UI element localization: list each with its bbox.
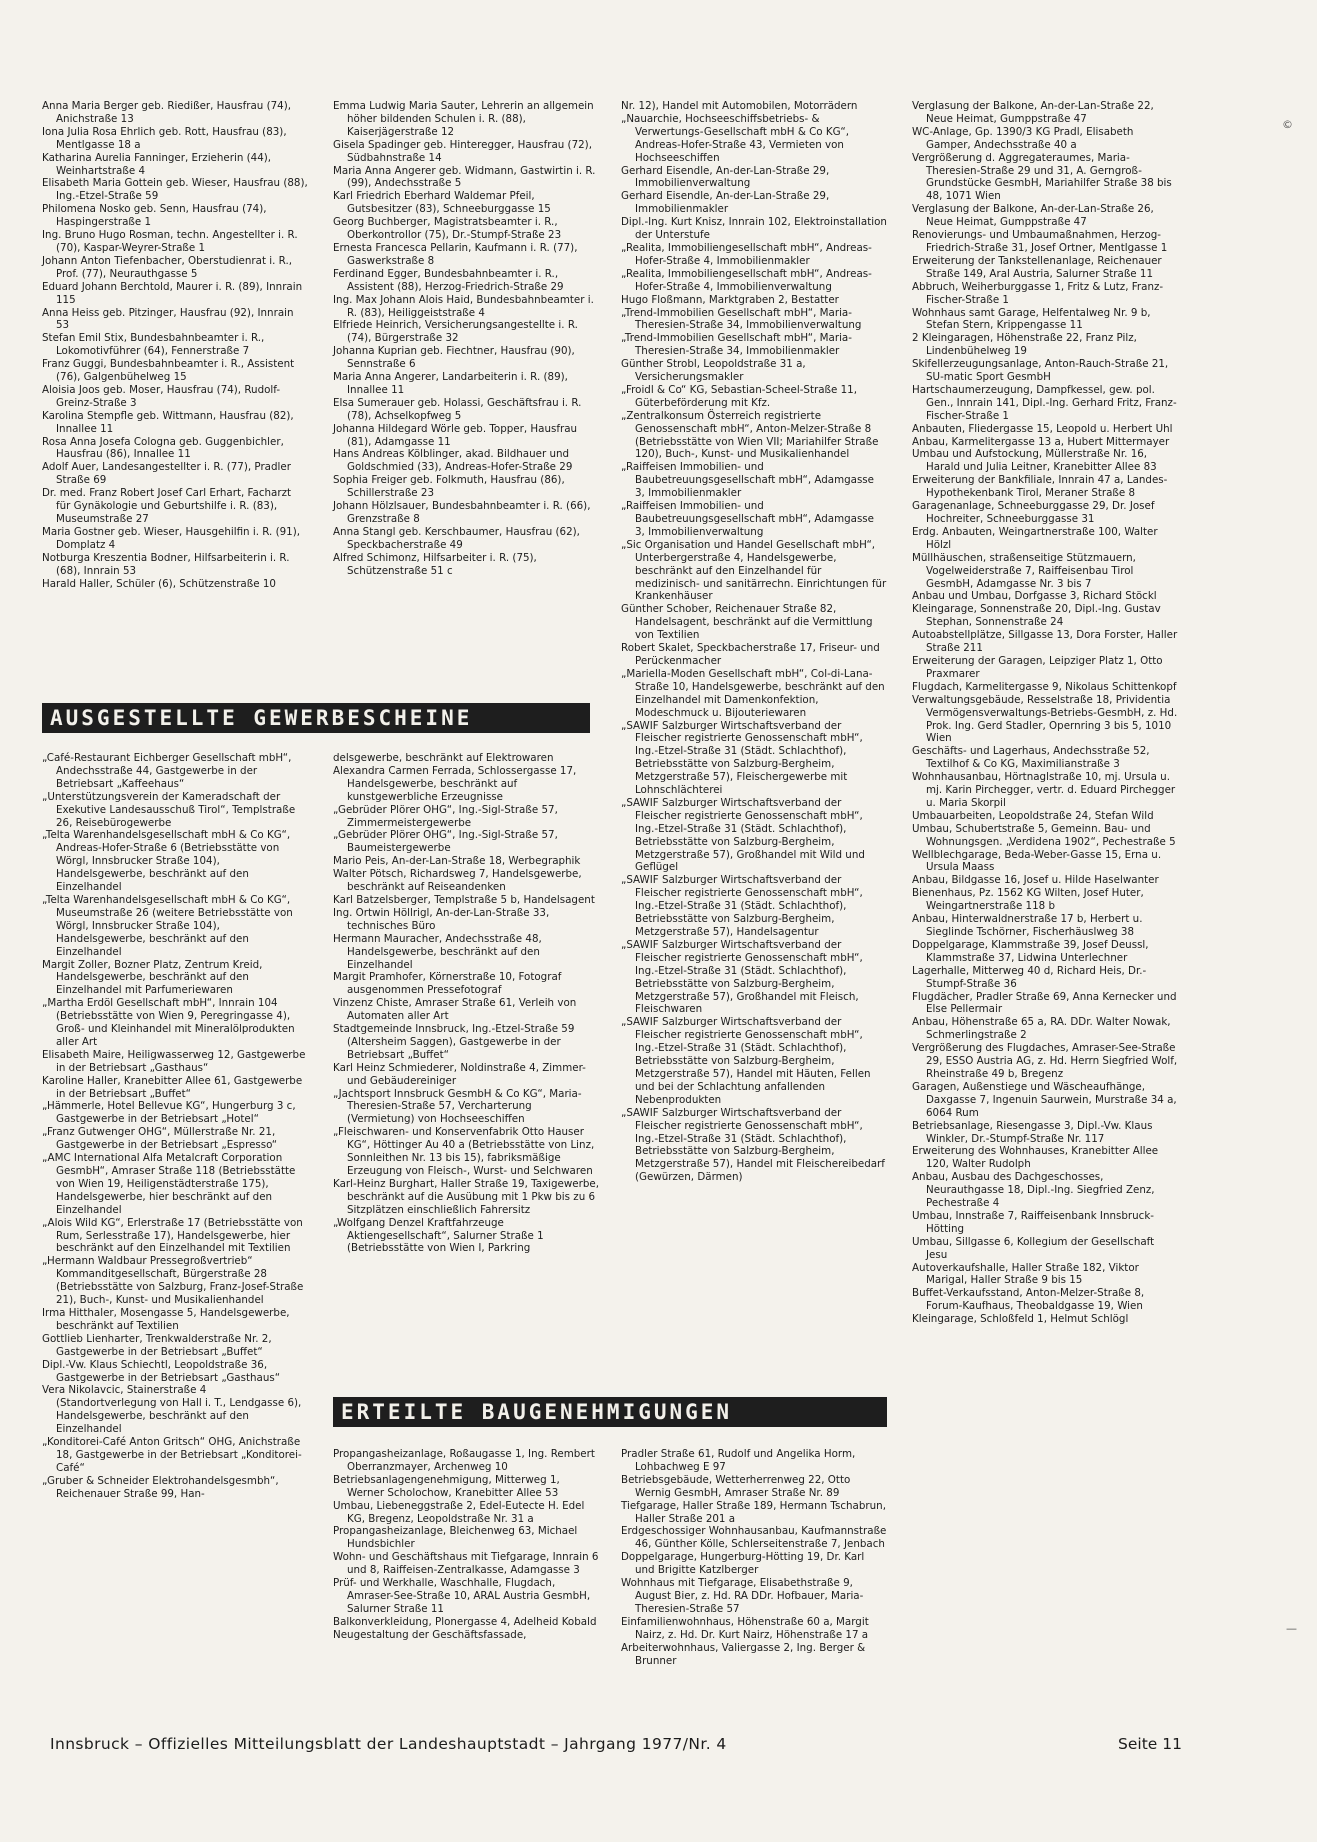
- entry-item: Vergrößerung d. Aggregateraumes, Maria-Theresien-Straße 29 und 31, A. Gerngroß-Grundstücke GesmbH, Mariahilfer Straße 38 bis 48, 1071 Wien: [912, 151, 1172, 203]
- entry-item: „Konditorei-Café Anton Gritsch“ OHG, Anichstraße 18, Gastgewerbe in der Betriebsart „Konditorei-Café“: [42, 1436, 302, 1474]
- entry-item: Ing. Max Johann Alois Haid, Bundesbahnbeamter i. R. (83), Heiliggeiststraße 4: [333, 293, 594, 319]
- entry-item: Sophia Freiger geb. Folkmuth, Hausfrau (86), Schillerstraße 23: [333, 474, 565, 500]
- entry-item: Anna Heiss geb. Pitzinger, Hausfrau (92), Innrain 53: [42, 306, 294, 332]
- entry-item: Katharina Aurelia Fanninger, Erzieherin (44), Weinhartstraße 4: [42, 151, 272, 177]
- entry-item: „AMC International Alfa Metalcraft Corporation GesmbH“, Amraser Straße 118 (Betriebsstätte von Wien 19, Heiligenstädterstraße 175), Handelsgewerbe, hier beschränkt auf den Einzelhandel: [42, 1152, 296, 1216]
- entry-item: Autoabstellplätze, Sillgasse 13, Dora Forster, Haller Straße 211: [912, 629, 1178, 655]
- entry-item: Karl Heinz Schmiederer, Noldinstraße 4, Zimmer- und Gebäudereiniger: [333, 1061, 586, 1087]
- entry-item: Erdg. Anbauten, Weingartnerstraße 100, Walter Hölzl: [912, 525, 1158, 551]
- entry-item: Wohnhausanbau, Hörtnaglstraße 10, mj. Ursula u. mj. Karin Pirchegger, vertr. d. Eduard Pirchegger u. Maria Skorpil: [912, 771, 1176, 809]
- entry-item: Arbeiterwohnhaus, Valiergasse 2, Ing. Berger & Brunner: [621, 1641, 866, 1667]
- entry-item: „Nauarchie, Hochseeschiffsbetriebs- & Verwertungs-Gesellschaft mbH & Co KG“, Andreas-Hofer-Straße 43, Vermieten von Hochseeschiffen: [621, 112, 849, 164]
- entry-item: Adolf Auer, Landesangestellter i. R. (77), Pradler Straße 69: [42, 461, 291, 487]
- entry-item: Pradler Straße 61, Rudolf und Angelika Horm, Lohbachweg E 97: [621, 1448, 856, 1473]
- entry-item: Verglasung der Balkone, An-der-Lan-Straße 22, Neue Heimat, Gumppstraße 47: [912, 100, 1154, 125]
- entry-item: Maria Gostner geb. Wieser, Hausgehilfin i. R. (91), Domplatz 4: [42, 525, 301, 551]
- entry-item: Anbau, Karmelitergasse 13 a, Hubert Mittermayer: [912, 435, 1170, 448]
- entry-item: Anbau und Umbau, Dorfgasse 3, Richard Stöckl: [912, 590, 1157, 603]
- entry-item: „Realita, Immobiliengesellschaft mbH“, Andreas-Hofer-Straße 4, Immobilienverwaltung: [621, 267, 872, 293]
- entry-item: Anbauten, Fliedergasse 15, Leopold u. Herbert Uhl: [912, 422, 1173, 435]
- entry-item: Rosa Anna Josefa Cologna geb. Guggenbichler, Hausfrau (86), Innallee 11: [42, 435, 284, 461]
- entry-item: Dr. med. Franz Robert Josef Carl Erhart, Facharzt für Gynäkologie und Geburtshilfe i. R. (83), Museumstraße 27: [42, 487, 292, 525]
- entry-item: Elisabeth Maire, Heiligwasserweg 12, Gastgewerbe in der Betriebsart „Gasthaus“: [42, 1048, 306, 1074]
- entry-item: delsgewerbe, beschränkt auf Elektrowaren: [333, 752, 554, 764]
- entry-item: Flugdächer, Pradler Straße 69, Anna Kernecker und Else Pellermair: [912, 990, 1177, 1016]
- entry-item: Doppelgarage, Klammstraße 39, Josef Deussl, Klammstraße 37, Lidwina Unterlechner: [912, 938, 1149, 964]
- building-permits-column-3: [621, 1448, 887, 1667]
- entry-item: Anbau, Hinterwaldnerstraße 17 b, Herbert u. Sieglinde Tschörner, Fischerhäuslweg 38: [912, 913, 1143, 938]
- entry-item: Harald Haller, Schüler (6), Schützenstraße 10: [42, 577, 276, 590]
- entry-item: „Gruber & Schneider Elektrohandelsgesmbh“, Reichenauer Straße 99, Han-: [42, 1474, 279, 1500]
- entry-item: Karl-Heinz Burghart, Haller Straße 19, Taxigewerbe, beschränkt auf die Ausübung mit 1 Pkw bis zu 6 Sitzplätzen einschließlich Fahrersitz: [333, 1177, 599, 1216]
- entry-item: Gottlieb Lienharter, Trenkwalderstraße Nr. 2, Gastgewerbe in der Betriebsart „Buffet“: [42, 1332, 272, 1358]
- entry-item: „Mariella-Moden Gesellschaft mbH“, Col-di-Lana-Straße 10, Handelsgewerbe, beschränkt auf den Einzelhandel mit Damenkonfektion, Modeschmuck u. Bijouteriewaren: [621, 667, 885, 719]
- entry-item: Margit Pramhofer, Körnerstraße 10, Fotograf ausgenommen Pressefotograf: [333, 971, 562, 997]
- entry-item: Umbau, Innstraße 7, Raiffeisenbank Innsbruck-Hötting: [912, 1209, 1155, 1235]
- entry-item: „Franz Gutwenger OHG“, Müllerstraße Nr. 21, Gastgewerbe in der Betriebsart „Espresso“: [42, 1126, 278, 1152]
- entry-item: „Sic Organisation und Handel Gesellschaft mbH“, Unterbergerstraße 4, Handelsgewerbe, beschränkt auf den Einzelhandel für medizinisch- und sanitärrechn. Einrichtungen für Krankenhäuser: [621, 538, 887, 603]
- entry-item: Stefan Emil Stix, Bundesbahnbeamter i. R., Lokomotivführer (64), Fennerstraße 7: [42, 332, 265, 358]
- entry-item: Erweiterung der Garagen, Leipziger Platz 1, Otto Praxmarer: [912, 654, 1163, 680]
- entry-item: Anbau, Ausbau des Dachgeschosses, Neurauthgasse 18, Dipl.-Ing. Siegfried Zenz, Pechestraße 4: [912, 1171, 1155, 1210]
- entry-item: Johann Anton Tiefenbacher, Oberstudienrat i. R., Prof. (77), Neurauthgasse 5: [42, 254, 292, 280]
- entry-item: Abbruch, Weiherburggasse 1, Fritz & Lutz, Franz-Fischer-Straße 1: [912, 280, 1164, 306]
- entry-item: Lagerhalle, Mitterweg 40 d, Richard Heis, Dr.-Stumpf-Straße 36: [912, 964, 1147, 990]
- entry-item: Erweiterung der Bankfiliale, Innrain 47 a, Landes-Hypothekenbank Tirol, Meraner Straße 8: [912, 474, 1168, 500]
- entry-item: Betriebsgebäude, Wetterherrenweg 22, Otto Wernig GesmbH, Amraser Straße Nr. 89: [621, 1473, 851, 1499]
- entry-item: Renovierungs- und Umbaumaßnahmen, Herzog-Friedrich-Straße 31, Josef Ortner, Mentlgasse 1: [912, 229, 1168, 254]
- entry-item: Franz Guggi, Bundesbahnbeamter i. R., Assistent (76), Galgenbühelweg 15: [42, 358, 295, 384]
- entry-item: Propangasheizanlage, Roßaugasse 1, Ing. Rembert Oberranzmayer, Archenweg 10: [333, 1448, 595, 1473]
- entry-item: Hugo Floßmann, Marktgraben 2, Bestatter: [621, 293, 839, 306]
- entry-item: „Café-Restaurant Eichberger Gesellschaft mbH“, Andechsstraße 44, Gastgewerbe in der Betriebsart „Kaffeehaus“: [42, 752, 292, 790]
- entry-item: Alexandra Carmen Ferrada, Schlossergasse 17, Handelsgewerbe, beschränkt auf kunstgewerbliche Erzeugnisse: [333, 764, 577, 803]
- entry-item: Anna Stangl geb. Kerschbaumer, Hausfrau (62), Speckbacherstraße 49: [333, 525, 580, 551]
- entry-item: „Trend-Immobilien Gesellschaft mbH“, Maria-Theresien-Straße 34, Immobilienmakler: [621, 332, 852, 358]
- entry-item: Notburga Kreszentia Bodner, Hilfsarbeiterin i. R. (68), Innrain 53: [42, 551, 290, 577]
- trade-licenses-column-1: [42, 752, 308, 1501]
- entry-item: Margit Zoller, Bozner Platz, Zentrum Kreid, Handelsgewerbe, beschränkt auf den Einzelhandel mit Parfumeriewaren: [42, 958, 263, 997]
- entry-item: Verglasung der Balkone, An-der-Lan-Straße 26, Neue Heimat, Gumppstraße 47: [912, 203, 1154, 229]
- entry-item: Gisela Spadinger geb. Hinteregger, Hausfrau (72), Südbahnstraße 14: [333, 138, 592, 164]
- entry-item: Hartschaumerzeugung, Dampfkessel, gew. pol. Gen., Innrain 141, Dipl.-Ing. Gerhard Fritz, Franz-Fischer-Straße 1: [912, 383, 1177, 422]
- entry-item: Wohnhaus mit Tiefgarage, Elisabethstraße 9, August Bier, z. Hd. RA DDr. Hofbauer, Maria-Theresien-Straße 57: [621, 1577, 864, 1615]
- entry-item: „SAWIF Salzburger Wirtschaftsverband der Fleischer registrierte Genossenschaft mbH“, Ing.-Etzel-Straße 31 (Städt. Schlachthof), Betriebsstätte von Salzburg-Bergheim, Metzgerstraße 57), Handelsagentur: [621, 874, 863, 938]
- entry-item: Neugestaltung der Geschäftsfassade,: [333, 1628, 527, 1641]
- entry-item: Robert Skalet, Speckbacherstraße 17, Friseur- und Perückenmacher: [621, 642, 880, 667]
- page-number: Seite 11: [1118, 1735, 1182, 1753]
- entry-item: Irma Hitthaler, Mosengasse 5, Handelsgewerbe, beschränkt auf Textilien: [42, 1306, 290, 1332]
- entry-item: Wohn- und Geschäftshaus mit Tiefgarage, Innrain 6 und 8, Raiffeisen-Zentralkasse, Adamgasse 3: [333, 1551, 599, 1577]
- entry-item: „Alois Wild KG“, Erlerstraße 17 (Betriebsstätte von Rum, Serlesstraße 17), Handelsgewerbe, hier beschränkt auf den Einzelhandel mit Textilien: [42, 1216, 303, 1255]
- entry-item: Geschäfts- und Lagerhaus, Andechsstraße 52, Textilhof & Co KG, Maximilianstraße 3: [912, 745, 1150, 771]
- entry-item: Walter Pötsch, Richardsweg 7, Handelsgewerbe, beschränkt auf Reiseandenken: [333, 868, 582, 894]
- entry-item: Johanna Hildegard Wörle geb. Topper, Hausfrau (81), Adamgasse 11: [333, 422, 578, 448]
- entry-item: Vinzenz Chiste, Amraser Straße 61, Verleih von Automaten aller Art: [333, 997, 577, 1023]
- entry-item: Karolina Stempfle geb. Wittmann, Hausfrau (82), Innallee 11: [42, 409, 294, 435]
- entry-item: „Hämmerle, Hotel Bellevue KG“, Hungerburg 3 c, Gastgewerbe in der Betriebsart „Hotel“: [42, 1100, 296, 1126]
- entry-item: „Wolfgang Denzel Kraftfahrzeuge Aktiengesellschaft“, Salurner Straße 1 (Betriebsstätte von Wien I, Parkring: [333, 1216, 544, 1255]
- entry-item: „Jachtsport Innsbruck GesmbH & Co KG“, Maria-Theresien-Straße 57, Vercharterung (Vermietung) von Hochseeschiffen: [333, 1087, 582, 1126]
- entry-item: Wohnhaus samt Garage, Helfentalweg Nr. 9 b, Stefan Stern, Krippengasse 11: [912, 306, 1151, 332]
- entry-item: Gerhard Eisendle, An-der-Lan-Straße 29, Immobilienverwaltung: [621, 164, 830, 190]
- entry-item: „Telta Warenhandelsgesellschaft mbH & Co KG“, Museumstraße 26 (weitere Betriebsstätte von Wörgl, Innsbrucker Straße 104), Handelsgewerbe, beschränkt auf den Einzelhandel: [42, 893, 293, 958]
- entry-item: Elsa Sumerauer geb. Holassi, Geschäftsfrau i. R. (78), Achselkopfweg 5: [333, 396, 582, 422]
- entry-item: Georg Buchberger, Magistratsbeamter i. R., Oberkontrollor (75), Dr.-Stumpf-Straße 23: [333, 216, 562, 242]
- entry-item: Elfriede Heinrich, Versicherungsangestellte i. R. (74), Bürgerstraße 32: [333, 319, 578, 345]
- trade-licenses-column-3: [621, 100, 887, 1184]
- entry-item: „SAWIF Salzburger Wirtschaftsverband der Fleischer registrierte Genossenschaft mbH“, Ing.-Etzel-Straße 31 (Städt. Schlachthof), Betriebsstätte von Salzburg-Bergheim, Metzgerstraße 57), Fleischergewerbe mit Lohnschlächterei: [621, 719, 863, 797]
- entry-item: Ing. Bruno Hugo Rosman, techn. Angestellter i. R. (70), Kaspar-Weyrer-Straße 1: [42, 229, 298, 254]
- entry-item: Müllhäuschen, straßenseitige Stützmauern, Vogelweiderstraße 7, Raiffeisenbau Tirol GesmbH, Adamgasse Nr. 3 bis 7: [912, 551, 1136, 590]
- entry-item: Umbauarbeiten, Leopoldstraße 24, Stefan Wild: [912, 809, 1154, 822]
- entry-item: Umbau, Liebeneggstraße 2, Edel-Eutecte H. Edel KG, Bregenz, Leopoldstraße Nr. 31 a: [333, 1499, 585, 1525]
- entry-item: Alfred Schimonz, Hilfsarbeiter i. R. (75), Schützenstraße 51 c: [333, 551, 537, 577]
- entry-item: Hermann Mauracher, Andechsstraße 48, Handelsgewerbe, beschränkt auf den Einzelhandel: [333, 932, 542, 971]
- entry-item: Skifellerzeugungsanlage, Anton-Rauch-Straße 21, SU-matic Sport GesmbH: [912, 358, 1169, 384]
- entry-item: WC-Anlage, Gp. 1390/3 KG Pradl, Elisabeth Gamper, Andechsstraße 40 a: [912, 125, 1134, 151]
- entry-item: Stadtgemeinde Innsbruck, Ing.-Etzel-Straße 59 (Altersheim Saggen), Gastgewerbe in der Betriebsart „Buffet“: [333, 1023, 575, 1061]
- entry-item: Kleingarage, Schloßfeld 1, Helmut Schlögl: [912, 1313, 1129, 1326]
- entry-item: Karl Batzelsberger, Templstraße 5 b, Handelsagent: [333, 893, 595, 906]
- entry-item: „Gebrüder Plörer OHG“, Ing.-Sigl-Straße 57, Baumeistergewerbe: [333, 829, 558, 855]
- entry-item: „Telta Warenhandelsgesellschaft mbH & Co KG“, Andreas-Hofer-Straße 6 (Betriebsstätte von Wörgl, Innsbrucker Straße 104), Handelsgewerbe, beschränkt auf den Einzelhandel: [42, 829, 291, 894]
- entry-item: Flugdach, Karmelitergasse 9, Nikolaus Schittenkopf: [912, 680, 1177, 693]
- entry-item: Maria Anna Angerer, Landarbeiterin i. R. (89), Innallee 11: [333, 371, 568, 396]
- entry-item: Karoline Haller, Kranebitter Allee 61, Gastgewerbe in der Betriebsart „Buffet“: [42, 1074, 303, 1100]
- entry-item: Anbau, Höhenstraße 65 a, RA. DDr. Walter Nowak, Schmerlingstraße 2: [912, 1016, 1171, 1042]
- residents-column-1: [42, 100, 308, 590]
- entry-item: Dipl.-Ing. Kurt Knisz, Innrain 102, Elektroinstallation der Unterstufe: [621, 216, 887, 242]
- entry-item: Hans Andreas Kölblinger, akad. Bildhauer und Goldschmied (33), Andreas-Hofer-Straße 29: [333, 448, 573, 474]
- entry-item: Garagenanlage, Schneeburggasse 29, Dr. Josef Hochreiter, Schneeburggasse 31: [912, 500, 1155, 525]
- entry-item: „Gebrüder Plörer OHG“, Ing.-Sigl-Straße 57, Zimmermeistergewerbe: [333, 803, 558, 829]
- entry-item: „Raiffeisen Immobilien- und Baubetreuungsgesellschaft mbH“, Adamgasse 3, Immobilienverwaltung: [621, 500, 875, 538]
- entry-item: Johanna Kuprian geb. Fiechtner, Hausfrau (90), Sennstraße 6: [333, 345, 575, 371]
- entry-item: Anbau, Bildgasse 16, Josef u. Hilde Haselwanter: [912, 874, 1159, 887]
- entry-item: 2 Kleingaragen, Höhenstraße 22, Franz Pilz, Lindenbühelweg 19: [912, 332, 1137, 358]
- entry-item: „Raiffeisen Immobilien- und Baubetreuungsgesellschaft mbH“, Adamgasse 3, Immobilienmakler: [621, 461, 875, 500]
- entry-item: „Realita, Immobiliengesellschaft mbH“, Andreas-Hofer-Straße 4, Immobilienmakler: [621, 241, 872, 267]
- entry-item: Mario Peis, An-der-Lan-Straße 18, Werbegraphik: [333, 855, 581, 868]
- entry-item: Doppelgarage, Hungerburg-Hötting 19, Dr. Karl und Brigitte Katzlberger: [621, 1551, 865, 1577]
- entry-item: Ing. Ortwin Höllrigl, An-der-Lan-Straße 33, technisches Büro: [333, 906, 550, 932]
- entry-item: „Trend-Immobilien Gesellschaft mbH“, Maria-Theresien-Straße 34, Immobilienverwaltung: [621, 306, 862, 332]
- entry-item: „Hermann Waldbaur Pressegroßvertrieb“ Kommanditgesellschaft, Bürgerstraße 28 (Betriebsstätte von Salzburg, Franz-Josef-Straße 21), Buch-, Kunst- und Musikalienhandel: [42, 1255, 304, 1307]
- entry-item: „Martha Erdöl Gesellschaft mbH“, Innrain 104 (Betriebsstätte von Wien 9, Peregringasse 4), Groß- und Kleinhandel mit Mineralölprodukten aller Art: [42, 997, 295, 1048]
- entry-item: Vera Nikolavcic, Stainerstraße 4 (Standortverlegung von Hall i. T., Lendgasse 6), Handelsgewerbe, beschränkt auf den Einzelhandel: [42, 1384, 302, 1436]
- entry-item: Umbau, Sillgasse 6, Kollegium der Gesellschaft Jesu: [912, 1235, 1155, 1261]
- entry-item: Günther Strobl, Leopoldstraße 31 a, Versicherungsmakler: [621, 358, 806, 384]
- building-permits-column-4: [912, 100, 1178, 1326]
- entry-item: Betriebsanlagengenehmigung, Mitterweg 1, Werner Scholochow, Kranebitter Allee 53: [333, 1473, 560, 1499]
- entry-item: Kleingarage, Sonnenstraße 20, Dipl.-Ing. Gustav Stephan, Sonnenstraße 24: [912, 603, 1161, 629]
- entry-item: Nr. 12), Handel mit Automobilen, Motorrädern: [621, 100, 858, 112]
- entry-item: Karl Friedrich Eberhard Waldemar Pfeil, Gutsbesitzer (83), Schneeburggasse 15: [333, 190, 551, 216]
- entry-item: „SAWIF Salzburger Wirtschaftsverband der Fleischer registrierte Genossenschaft mbH“, Ing.-Etzel-Straße 31 (Städt. Schlachthof), Betriebsstätte von Salzburg-Bergheim, Metzgerstraße 57), Handel mit Fleischereibedarf (Gewürzen, Därmen): [621, 1106, 885, 1184]
- entry-item: Einfamilienwohnhaus, Höhenstraße 60 a, Margit Nairz, z. Hd. Dr. Kurt Nairz, Höhenstraße 17 a: [621, 1615, 869, 1641]
- entry-item: „SAWIF Salzburger Wirtschaftsverband der Fleischer registrierte Genossenschaft mbH“, Ing.-Etzel-Straße 31 (Städt. Schlachthof), Betriebsstätte von Salzburg-Bergheim, Metzgerstraße 57), Handel mit Häuten, Fellen und bei der Schlachtung anfallenden Nebenprodukten: [621, 1016, 871, 1106]
- entry-item: Garagen, Außenstiege und Wäscheaufhänge, Daxgasse 7, Ingenuin Saurwein, Murstraße 34 a, 6064 Rum: [912, 1080, 1177, 1119]
- entry-item: Iona Julia Rosa Ehrlich geb. Rott, Hausfrau (83), Mentlgasse 18 a: [42, 125, 287, 151]
- entry-item: Eduard Johann Berchtold, Maurer i. R. (89), Innrain 115: [42, 280, 303, 306]
- entry-item: Anna Maria Berger geb. Riedißer, Hausfrau (74), Anichstraße 13: [42, 100, 292, 125]
- edge-mark-top: ©: [1282, 118, 1293, 131]
- edge-mark-bottom: —: [1286, 1622, 1297, 1635]
- entry-item: „Unterstützungsverein der Kameradschaft der Exekutive Landesausschuß Tirol“, Templstraße 26, Reisebürogewerbe: [42, 790, 296, 829]
- entry-item: Umbau und Aufstockung, Müllerstraße Nr. 16, Harald und Julia Leitner, Kranebitter Allee 83: [912, 448, 1157, 474]
- entry-item: Erdgeschossiger Wohnhausanbau, Kaufmannstraße 46, Günther Kölle, Schlerseitenstraße 7, Jenbach: [621, 1525, 887, 1551]
- entry-item: Tiefgarage, Haller Straße 189, Hermann Tschabrun, Haller Straße 201 a: [621, 1499, 886, 1525]
- entry-item: Wellblechgarage, Beda-Weber-Gasse 15, Erna u. Ursula Maass: [912, 848, 1162, 874]
- entry-item: Ferdinand Egger, Bundesbahnbeamter i. R., Assistent (88), Herzog-Friedrich-Straße 29: [333, 267, 564, 293]
- entry-item: Betriebsanlage, Riesengasse 3, Dipl.-Vw. Klaus Winkler, Dr.-Stumpf-Straße Nr. 117: [912, 1119, 1153, 1145]
- entry-item: „Froidl & Co“ KG, Sebastian-Scheel-Straße 11, Güterbeförderung mit Kfz.: [621, 383, 857, 409]
- entry-item: Buffet-Verkaufsstand, Anton-Melzer-Straße 8, Forum-Kaufhaus, Theobaldgasse 19, Wien: [912, 1287, 1145, 1313]
- entry-item: Verwaltungsgebäude, Resselstraße 18, Prividentia Vermögensverwaltungs-Betriebs-GesmbH, z. Hd. Prok. Ing. Gerd Stadler, Opernring 3 bis 5, 1010 Wien: [912, 693, 1178, 745]
- entry-item: Bienenhaus, Pz. 1562 KG Wilten, Josef Huter, Weingartnerstraße 118 b: [912, 887, 1144, 913]
- entry-item: Prüf- und Werkhalle, Waschhalle, Flugdach, Amraser-See-Straße 10, ARAL Austria GesmbH, Salurner Straße 11: [333, 1577, 591, 1615]
- entry-item: Elisabeth Maria Gottein geb. Wieser, Hausfrau (88), Ing.-Etzel-Straße 59: [42, 177, 308, 203]
- trade-licenses-column-2: [333, 752, 599, 1255]
- entry-item: „SAWIF Salzburger Wirtschaftsverband der Fleischer registrierte Genossenschaft mbH“, Ing.-Etzel-Straße 31 (Städt. Schlachthof), Betriebsstätte von Salzburg-Bergheim, Metzgerstraße 57), Großhandel mit Fleisch, Fleischwaren: [621, 938, 863, 1016]
- entry-item: Gerhard Eisendle, An-der-Lan-Straße 29, Immobilienmakler: [621, 190, 830, 216]
- entry-item: Vergrößerung des Flugdaches, Amraser-See-Straße 29, ESSO Austria AG, z. Hd. Herrn Siegfried Wolf, Rheinstraße 49 b, Bregenz: [912, 1042, 1178, 1080]
- entry-item: Emma Ludwig Maria Sauter, Lehrerin an allgemein höher bildenden Schulen i. R. (88), Kaiserjägerstraße 12: [333, 100, 594, 138]
- entry-item: Maria Anna Angerer geb. Widmann, Gastwirtin i. R. (99), Andechsstraße 5: [333, 164, 596, 190]
- entry-item: Philomena Nosko geb. Senn, Hausfrau (74), Haspingerstraße 1: [42, 203, 267, 229]
- entry-item: Propangasheizanlage, Bleichenweg 63, Michael Hundsbichler: [333, 1525, 578, 1551]
- entry-item: Günther Schober, Reichenauer Straße 82, Handelsagent, beschränkt auf die Vermittlung von Textilien: [621, 603, 873, 642]
- entry-item: Aloisia Joos geb. Moser, Hausfrau (74), Rudolf-Greinz-Straße 3: [42, 383, 281, 409]
- entry-item: Balkonverkleidung, Plonergasse 4, Adelheid Kobald: [333, 1615, 597, 1628]
- entry-item: Johann Hölzlsauer, Bundesbahnbeamter i. R. (66), Grenzstraße 8: [333, 500, 591, 525]
- entry-item: Autoverkaufshalle, Haller Straße 182, Viktor Marigal, Haller Straße 9 bis 15: [912, 1261, 1139, 1287]
- entry-item: Dipl.-Vw. Klaus Schiechtl, Leopoldstraße 36, Gastgewerbe in der Betriebsart „Gasthaus“: [42, 1358, 281, 1384]
- entry-item: Erweiterung der Tankstellenanlage, Reichenauer Straße 149, Aral Austria, Salurner Straße 11: [912, 254, 1162, 280]
- residents-column-2: [333, 100, 599, 578]
- entry-item: „Fleischwaren- und Konservenfabrik Otto Hauser KG“, Höttinger Au 40 a (Betriebsstätte von Linz, Sonnleithen Nr. 13 bis 15), fabriksmäßige Erzeugung von Fleisch-, Wurst- und Selchwaren: [333, 1126, 595, 1177]
- entry-item: Erweiterung des Wohnhauses, Kranebitter Allee 120, Walter Rudolph: [912, 1145, 1159, 1171]
- entry-item: Ernesta Francesca Pellarin, Kaufmann i. R. (77), Gaswerkstraße 8: [333, 241, 578, 267]
- section-banner-trade-licenses: AUSGESTELLTE GEWERBESCHEINE: [42, 703, 590, 733]
- entry-item: „Zentralkonsum Österreich registrierte Genossenschaft mbH“, Anton-Melzer-Straße 8 (Betriebsstätte von Wien VII; Mariahilfer Straße 120), Buch-, Kunst- und Musikalienhandel: [621, 409, 879, 461]
- building-permits-column-2: [333, 1448, 599, 1642]
- footer-publication-line: Innsbruck – Offizielles Mitteilungsblatt der Landeshauptstadt – Jahrgang 1977/Nr. 4: [50, 1735, 727, 1753]
- section-banner-building-permits: ERTEILTE BAUGENEHMIGUNGEN: [333, 1397, 887, 1427]
- entry-item: „SAWIF Salzburger Wirtschaftsverband der Fleischer registrierte Genossenschaft mbH“, Ing.-Etzel-Straße 31 (Städt. Schlachthof), Betriebsstätte von Salzburg-Bergheim, Metzgerstraße 57), Großhandel mit Wild und Geflügel: [621, 796, 865, 874]
- entry-item: Umbau, Schubertstraße 5, Gemeinn. Bau- und Wohnungsgen. „Verdidena 1902“, Pechestraße 5: [912, 822, 1176, 848]
